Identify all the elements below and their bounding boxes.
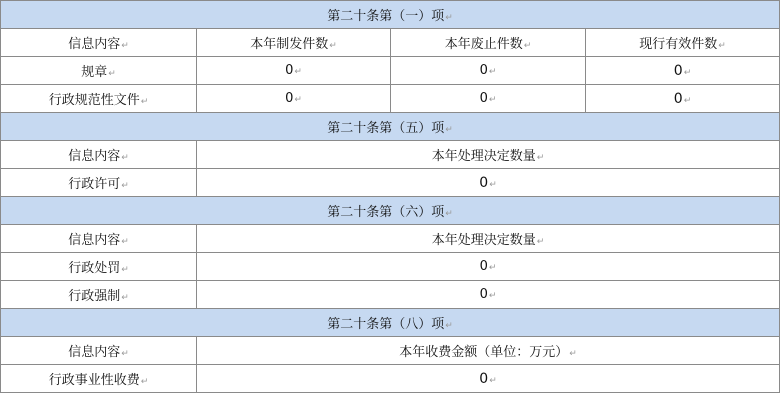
- value: 0: [673, 62, 683, 79]
- header-cell: [197, 29, 391, 57]
- header-info-content: 信息内容: [68, 149, 121, 164]
- value: 0: [479, 91, 488, 106]
- row-label: 行政规范性文件: [48, 93, 140, 108]
- header-fee-amount: 本年收费金额（单位：万元）: [399, 345, 569, 360]
- section-title: 第二十条第（八）项: [327, 317, 445, 332]
- section-title-cell: [1, 1, 780, 29]
- value: 0: [479, 174, 489, 191]
- row-label: 行政许可: [68, 177, 121, 192]
- paragraph-mark-icon: ↵: [718, 41, 726, 51]
- header-info-content: 信息内容: [68, 233, 121, 248]
- section-title-cell: [1, 113, 780, 141]
- paragraph-mark-icon: ↵: [445, 209, 453, 219]
- table-row: [1, 253, 780, 281]
- paragraph-mark-icon: ↵: [121, 41, 129, 51]
- section-title-cell: [1, 197, 780, 225]
- value-cell: [197, 57, 391, 85]
- paragraph-mark-icon: ↵: [121, 293, 129, 303]
- header-cell: [1, 141, 197, 169]
- section-title-row: [1, 309, 780, 337]
- paragraph-mark-icon: ↵: [488, 291, 497, 301]
- header-info-content: 信息内容: [68, 37, 121, 52]
- row-label: 行政处罚: [68, 261, 121, 276]
- header-issued-count: 本年制发件数: [250, 37, 329, 52]
- table-row: [1, 85, 780, 113]
- paragraph-mark-icon: ↵: [569, 349, 577, 359]
- header-cell: [197, 337, 780, 365]
- value: 0: [673, 90, 683, 107]
- paragraph-mark-icon: ↵: [108, 69, 116, 79]
- header-decision-count: 本年处理决定数量: [431, 149, 536, 164]
- value-cell: [197, 85, 391, 113]
- paragraph-mark-icon: ↵: [489, 179, 497, 190]
- value: 0: [285, 63, 294, 78]
- paragraph-mark-icon: ↵: [489, 375, 497, 386]
- value-cell: [391, 85, 586, 113]
- paragraph-mark-icon: ↵: [488, 95, 497, 105]
- paragraph-mark-icon: ↵: [683, 67, 692, 78]
- paragraph-mark-icon: ↵: [488, 263, 497, 273]
- paragraph-mark-icon: ↵: [488, 67, 497, 77]
- value-cell: [197, 281, 780, 309]
- section-title-cell: [1, 309, 780, 337]
- value: 0: [479, 287, 488, 302]
- header-cell: [1, 337, 197, 365]
- header-cell: [197, 225, 780, 253]
- value-cell: [391, 57, 586, 85]
- paragraph-mark-icon: ↵: [523, 41, 532, 51]
- value-cell: [586, 85, 780, 113]
- row-label-cell: [1, 281, 197, 309]
- header-row: [1, 29, 780, 57]
- header-valid-count: 现行有效件数: [639, 37, 718, 52]
- header-row: [1, 225, 780, 253]
- header-decision-count: 本年处理决定数量: [431, 233, 536, 248]
- header-cell: [391, 29, 586, 57]
- row-label: 行政强制: [68, 289, 121, 304]
- header-row: [1, 337, 780, 365]
- row-label-cell: [1, 365, 197, 393]
- paragraph-mark-icon: ↵: [121, 181, 129, 191]
- row-label: 行政事业性收费: [48, 373, 140, 388]
- paragraph-mark-icon: ↵: [445, 321, 453, 331]
- paragraph-mark-icon: ↵: [294, 95, 302, 105]
- row-label: 规章: [81, 65, 108, 80]
- row-label-cell: [1, 57, 197, 85]
- row-label-cell: [1, 253, 197, 281]
- header-cell: [1, 29, 197, 57]
- table-row: [1, 57, 780, 85]
- header-info-content: 信息内容: [68, 345, 121, 360]
- paragraph-mark-icon: ↵: [140, 377, 149, 387]
- paragraph-mark-icon: ↵: [329, 41, 337, 51]
- section-title: 第二十条第（六）项: [327, 205, 445, 220]
- header-cell: [1, 225, 197, 253]
- value: 0: [479, 259, 488, 274]
- value-cell: [197, 253, 780, 281]
- header-row: [1, 141, 780, 169]
- paragraph-mark-icon: ↵: [536, 153, 545, 163]
- header-cell: [586, 29, 780, 57]
- row-label-cell: [1, 85, 197, 113]
- row-label-cell: [1, 169, 197, 197]
- paragraph-mark-icon: ↵: [121, 349, 129, 359]
- section-title: 第二十条第（五）项: [327, 121, 445, 136]
- table-row: [1, 281, 780, 309]
- section-title-row: [1, 197, 780, 225]
- table-row: [1, 169, 780, 197]
- paragraph-mark-icon: ↵: [445, 125, 453, 135]
- section-title-row: [1, 1, 780, 29]
- value-cell: [197, 169, 780, 197]
- value-cell: [586, 57, 780, 85]
- value: 0: [285, 91, 294, 106]
- paragraph-mark-icon: ↵: [683, 95, 692, 106]
- paragraph-mark-icon: ↵: [121, 237, 129, 247]
- value: 0: [479, 63, 488, 78]
- section-title: 第二十条第（一）项: [327, 9, 445, 24]
- paragraph-mark-icon: ↵: [445, 13, 453, 23]
- header-repealed-count: 本年废止件数: [444, 37, 523, 52]
- paragraph-mark-icon: ↵: [121, 153, 129, 163]
- paragraph-mark-icon: ↵: [294, 67, 302, 77]
- paragraph-mark-icon: ↵: [536, 237, 545, 247]
- header-cell: [197, 141, 780, 169]
- section-title-row: [1, 113, 780, 141]
- paragraph-mark-icon: ↵: [121, 265, 129, 275]
- value-cell: [197, 365, 780, 393]
- value: 0: [479, 370, 489, 387]
- paragraph-mark-icon: ↵: [140, 97, 149, 107]
- table-row: [1, 365, 780, 393]
